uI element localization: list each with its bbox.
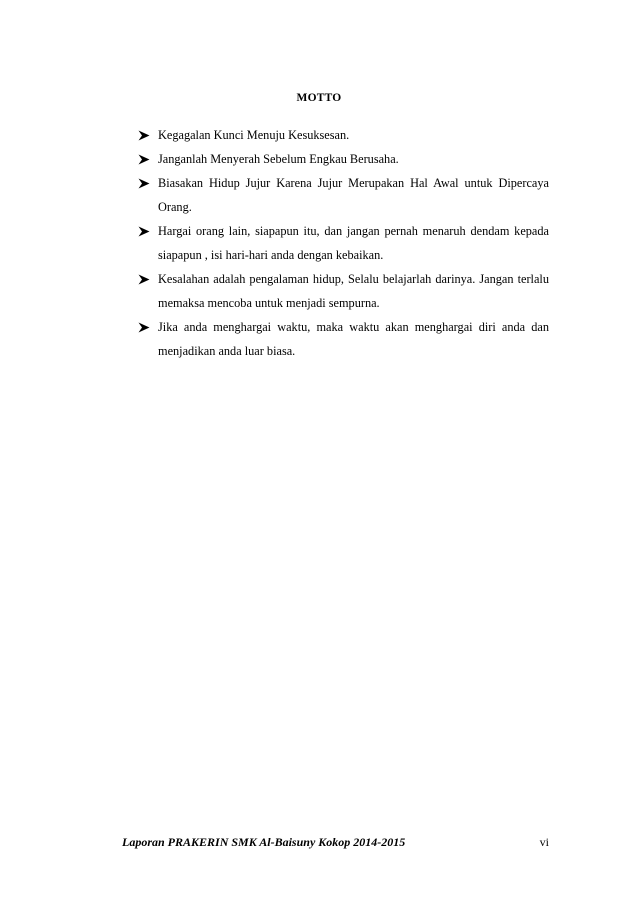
list-item bbox=[138, 219, 549, 267]
list-item-text: Hargai orang lain, siapapun itu, dan jangan pernah menaruh dendam kepada siapapun , isi hari-hari anda dengan kebaikan. bbox=[158, 224, 549, 262]
list-item bbox=[138, 123, 549, 147]
list-item bbox=[138, 171, 549, 219]
arrowhead-bullet-icon bbox=[138, 219, 152, 243]
arrowhead-bullet-icon bbox=[138, 267, 152, 291]
list-item-text: Janganlah Menyerah Sebelum Engkau Berusaha. bbox=[158, 152, 399, 166]
list-item bbox=[138, 147, 549, 171]
list-item bbox=[138, 315, 549, 363]
list-item-text: Jika anda menghargai waktu, maka waktu akan menghargai diri anda dan menjadikan anda luar biasa. bbox=[158, 320, 549, 358]
arrowhead-bullet-icon bbox=[138, 315, 152, 339]
list-item-text: Kegagalan Kunci Menuju Kesuksesan. bbox=[158, 128, 350, 142]
arrowhead-bullet-icon bbox=[138, 123, 152, 147]
motto-list bbox=[138, 123, 549, 363]
footer-title: Laporan PRAKERIN SMK Al-Baisuny Kokop 2014-2015 bbox=[122, 835, 406, 849]
page-title: MOTTO bbox=[296, 92, 342, 104]
list-item bbox=[138, 267, 549, 315]
arrowhead-bullet-icon bbox=[138, 171, 152, 195]
page-number: vi bbox=[539, 835, 549, 849]
list-item-text: Biasakan Hidup Jujur Karena Jujur Merupakan Hal Awal untuk Dipercaya Orang. bbox=[158, 176, 549, 214]
arrowhead-bullet-icon bbox=[138, 147, 152, 171]
page-footer bbox=[122, 835, 549, 850]
list-item-text: Kesalahan adalah pengalaman hidup, Selalu belajarlah darinya. Jangan terlalu memaksa mencoba untuk menjadi sempurna. bbox=[158, 272, 549, 310]
